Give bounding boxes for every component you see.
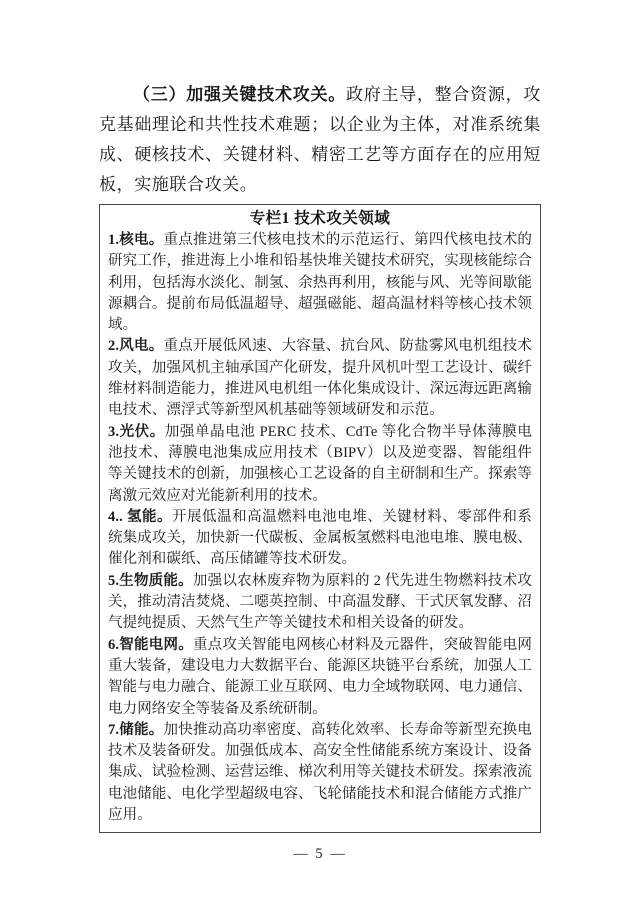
column-1-box (99, 204, 541, 833)
box-item-biomass-text: 加强以农林废弃物为原料的 2 代先进生物燃料技术攻关，推动清洁焚烧、二噁英控制、中高温发酵、干式厌氧发酵、沼气提纯提质、天然气生产等关键技术和相关设备的研发。 (108, 572, 532, 632)
box-item-photovoltaic (108, 422, 532, 507)
box-item-hydrogen (108, 507, 532, 571)
section-paragraph (99, 80, 541, 200)
box-item-nuclear-label: 1.核电。 (108, 232, 164, 248)
box-item-biomass (108, 571, 532, 635)
box-item-nuclear (108, 230, 532, 336)
box-item-photovoltaic-text: 加强单晶电池 PERC 技术、CdTe 等化合物半导体薄膜电池技术、薄膜电池集成应用技术（BIPV）以及逆变器、智能组件等关键技术的创新，加强核心工艺设备的自主研制和生产。探索等离激元效应对光能新利用的技术。 (108, 423, 532, 504)
box-item-nuclear-text: 重点推进第三代核电技术的示范运行、第四代核电技术的研究工作，推进海上小堆和铅基快堆关键技术研究，实现核能综合利用，包括海水淡化、制氢、余热再利用，核能与风、光等间歇能源耦合。提前布局低温超导、超强磁能、超高温材料等核心技术领域。 (108, 232, 533, 334)
section-body-text: 政府主导，整合资源，攻克基础理论和共性技术难题；以企业为主体，对准系统集成、硬核技术、关键材料、精密工艺等方面存在的应用短板，实施联合攻关。 (99, 85, 542, 194)
column-box-title: 专栏1 技术攻关领域 (249, 210, 391, 227)
box-item-energy-storage-text: 加快推动高功率密度、高转化效率、长寿命等新型充换电技术及装备研发。加强低成本、高安全性储能系统方案设计、设备集成、试验检测、运营运维、梯次利用等关键技术研发。探索液流电池储能、电化学型超级电容、飞轮储能技术和混合储能方式推广应用。 (108, 721, 533, 824)
box-item-hydrogen-label: 4.. 氢能。 (108, 508, 172, 525)
box-item-wind-label: 2.风电。 (108, 338, 164, 355)
box-item-smart-grid-label: 6.智能电网。 (108, 636, 193, 653)
box-item-energy-storage (108, 720, 532, 826)
page-number: — 5 — (293, 846, 347, 863)
box-item-energy-storage-label: 7.储能。 (108, 721, 164, 738)
section-heading: （三）加强关键技术攻关。 (133, 85, 346, 104)
box-item-wind-text: 重点开展低风速、大容量、抗台风、防盐雾风电机组技术攻关，加强风机主轴承国产化研发，提升风机叶型工艺设计、碳纤维材料制造能力，推进风电机组一体化集成设计、深远海远距离输电技术、漂浮式等新型风机基础等领域研发和示范。 (108, 338, 533, 419)
box-item-wind (108, 336, 532, 421)
box-item-smart-grid-text: 重点攻关智能电网核心材料及元器件，突破智能电网重大装备，建设电力大数据平台、能源区块链平台系统，加强人工智能与电力融合、能源工业互联网、电力全域物联网、电力通信、电力网络安全等装备及系统研制。 (108, 636, 532, 717)
box-item-smart-grid (108, 635, 532, 720)
box-item-photovoltaic-label: 3.光伏。 (108, 423, 165, 440)
box-item-hydrogen-text: 开展低温和高温燃料电池电堆、关键材料、零部件和系统集成攻关，加快新一代碳板、金属板氢燃料电池电堆、膜电极、催化剂和碳纸、高压储罐等技术研发。 (108, 508, 532, 568)
box-item-biomass-label: 5.生物质能。 (108, 572, 193, 589)
